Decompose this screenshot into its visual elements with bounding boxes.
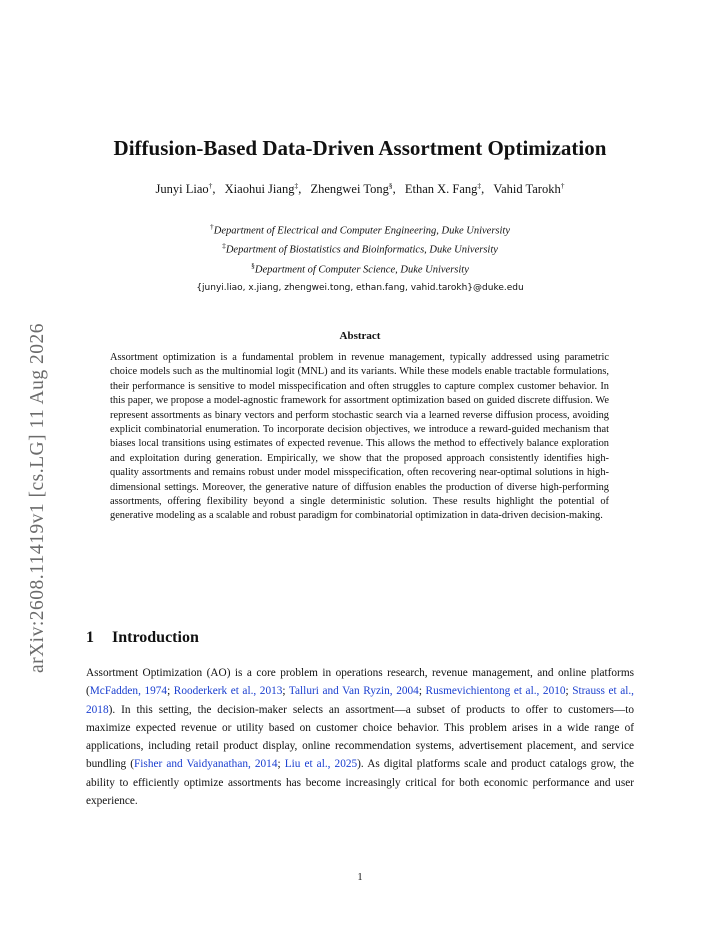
abstract-heading: Abstract xyxy=(339,330,381,342)
citation-link[interactable]: Rusmevichientong et al., 2010 xyxy=(425,685,566,698)
author-emails: {junyi.liao, x.jiang, zhengwei.tong, ethan.fang, vahid.tarokh}@duke.edu xyxy=(196,283,524,293)
citation-link[interactable]: Strauss et al., 2018 xyxy=(86,685,634,716)
author: Xiaohui Jiang‡, xyxy=(224,181,302,197)
affiliation-ece: †Department of Electrical and Computer Engineering, Duke University xyxy=(209,222,511,237)
paper-title: Diffusion-Based Data-Driven Assortment Optimization xyxy=(113,136,607,160)
author: Zhengwei Tong§, xyxy=(310,181,396,197)
author: Ethan X. Fang‡, xyxy=(404,181,485,197)
citation-link[interactable]: Rooderkerk et al., 2013 xyxy=(173,685,283,698)
section-heading-introduction: 1 Introduction xyxy=(86,629,199,646)
arxiv-identifier-text: arXiv:2608.11419v1 [cs.LG] 11 Aug 2026 xyxy=(27,322,48,674)
affiliation-cs: §Department of Computer Science, Duke University xyxy=(251,261,469,276)
page-number: 1 xyxy=(357,872,363,883)
author-list xyxy=(0,181,720,197)
citation-link[interactable]: Fisher and Vaidyanathan, 2014 xyxy=(134,758,278,771)
citation-link[interactable]: Talluri and Van Ryzin, 2004 xyxy=(288,685,419,698)
citation-link[interactable]: McFadden, 1974 xyxy=(89,685,168,698)
introduction-paragraph: Assortment Optimization (AO) is a core problem in operations research, revenue management, and online platforms (McFadden, 1974; Rooderkerk et al., 2013; Talluri and Van Ryzin, 2004; Rusmevichientong et al., 2010; Strauss et al., 2018). In this setting, the decision-maker selects an assortment—a subset of products to offer to customers—to maximize expected revenue or utility based on customer choice behavior. This problem arises in a wide range of applications, including retail product display, online recommendation systems, advertisement placement, and service bundling (Fisher and Vaidyanathan, 2014; Liu et al., 2025). As digital platforms scale and product catalogs grow, the ability to efficiently optimize assortments has become increasingly critical for both economic performance and user experience. xyxy=(86,667,634,808)
citation-link[interactable]: Liu et al., 2025 xyxy=(284,758,358,771)
affiliation-biostatistics: ‡Department of Biostatistics and Bioinformatics, Duke University xyxy=(222,241,498,256)
arxiv-side-identifier xyxy=(24,322,52,674)
author: Junyi Liao†, xyxy=(155,181,216,197)
author: Vahid Tarokh† xyxy=(493,181,565,197)
abstract-text: Assortment optimization is a fundamental problem in revenue management, typically addressed using parametric choice models such as the multinomial logit (MNL) and its variants. While these models enable tractable formulations, their performance is sensitive to model misspecification and often struggles to capture complex customer behavior. In this paper, we propose a model-agnostic framework for assortment optimization based on guided discrete diffusion. We represent assortments as binary vectors and perform stochastic search via a learned reverse diffusion process, avoiding explicit combinatorial enumeration. To incorporate decision objectives, we introduce a reward-guided mechanism that biases local transitions using estimates of expected revenue. This allows the method to effectively balance exploration and exploitation during generation. Empirically, we show that the proposed approach consistently identifies high-quality assortments and remains robust under model misspecification, often recovering near-optimal solutions in high-dimensional settings. Moreover, the generative nature of diffusion enables the production of diverse high-performing assortments, offering flexibility beyond a single deterministic solution. These results highlight the potential of generative modeling as a scalable and robust paradigm for combinatorial optimization in data-driven decision-making. xyxy=(110,352,609,522)
